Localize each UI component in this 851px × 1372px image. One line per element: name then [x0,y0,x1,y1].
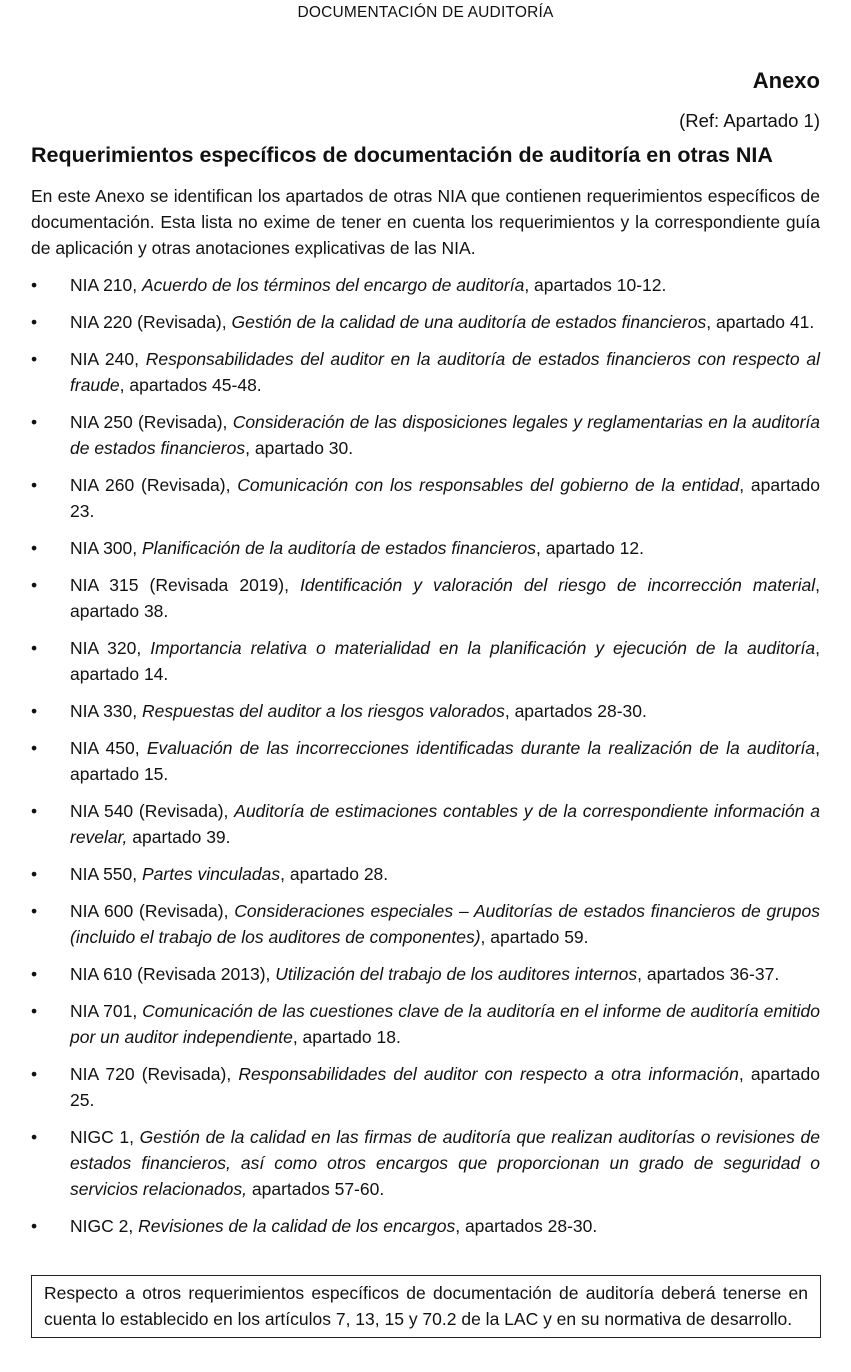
intro-paragraph: En este Anexo se identifican los apartados de otras NIA que contienen requerimientos específicos de documentación. Esta lista no exime de tener en cuenta los requerimientos y la correspondiente guía de aplicación y otras anotaciones explicativas de las NIA. [31,186,820,258]
list-item: • NIA 701, Comunicación de las cuestiones clave de la auditoría en el informe de auditoría emitido por un auditor independiente, apartado 18. [31,998,820,1050]
list-item: • NIA 210, Acuerdo de los términos del encargo de auditoría, apartados 10-12. [31,272,820,298]
list-item: • NIGC 1, Gestión de la calidad en las firmas de auditoría que realizan auditorías o revisiones de estados financieros, así como otros encargos que proporcionan un grado de seguridad o servicios relacionados, apartados 57-60. [31,1124,820,1202]
running-header: DOCUMENTACIÓN DE AUDITORÍA [297,4,554,21]
note-box: Respecto a otros requerimientos específicos de documentación de auditoría deberá tenerse en cuenta lo establecido en los artículos 7, 13, 15 y 70.2 de la LAC y en su normativa de desarrollo. [31,1275,821,1338]
page-title: Requerimientos específicos de documentación de auditoría en otras NIA [31,143,773,167]
list-item: • NIA 315 (Revisada 2019), Identificación y valoración del riesgo de incorrección material, apartado 38. [31,572,820,624]
list-item: • NIA 330, Respuestas del auditor a los riesgos valorados, apartados 28-30. [31,698,820,724]
list-item: • NIA 450, Evaluación de las incorrecciones identificadas durante la realización de la auditoría, apartado 15. [31,735,820,787]
list-item: • NIA 540 (Revisada), Auditoría de estimaciones contables y de la correspondiente información a revelar, apartado 39. [31,798,820,850]
list-item: • NIA 720 (Revisada), Responsabilidades del auditor con respecto a otra información, apartado 25. [31,1061,820,1113]
reference-label: (Ref: Apartado 1) [679,110,820,131]
list-item: • NIA 250 (Revisada), Consideración de las disposiciones legales y reglamentarias en la auditoría de estados financieros, apartado 30. [31,409,820,461]
list-item: • NIA 550, Partes vinculadas, apartado 28. [31,861,820,887]
list-item: • NIA 260 (Revisada), Comunicación con los responsables del gobierno de la entidad, apartado 23. [31,472,820,524]
list-item: • NIA 610 (Revisada 2013), Utilización del trabajo de los auditores internos, apartados 36-37. [31,961,820,987]
list-item: • NIA 240, Responsabilidades del auditor en la auditoría de estados financieros con respecto al fraude, apartados 45-48. [31,346,820,398]
list-item: • NIA 320, Importancia relativa o materialidad en la planificación y ejecución de la auditoría, apartado 14. [31,635,820,687]
list-item: • NIA 600 (Revisada), Consideraciones especiales – Auditorías de estados financieros de grupos (incluido el trabajo de los auditores de componentes), apartado 59. [31,898,820,950]
list-item: • NIGC 2, Revisiones de la calidad de los encargos, apartados 28-30. [31,1213,820,1239]
list-item: • NIA 300, Planificación de la auditoría de estados financieros, apartado 12. [31,535,820,561]
annex-label: Anexo [752,68,820,93]
list-item: • NIA 220 (Revisada), Gestión de la calidad de una auditoría de estados financieros, apartado 41. [31,309,820,335]
requirements-list [31,272,820,1250]
